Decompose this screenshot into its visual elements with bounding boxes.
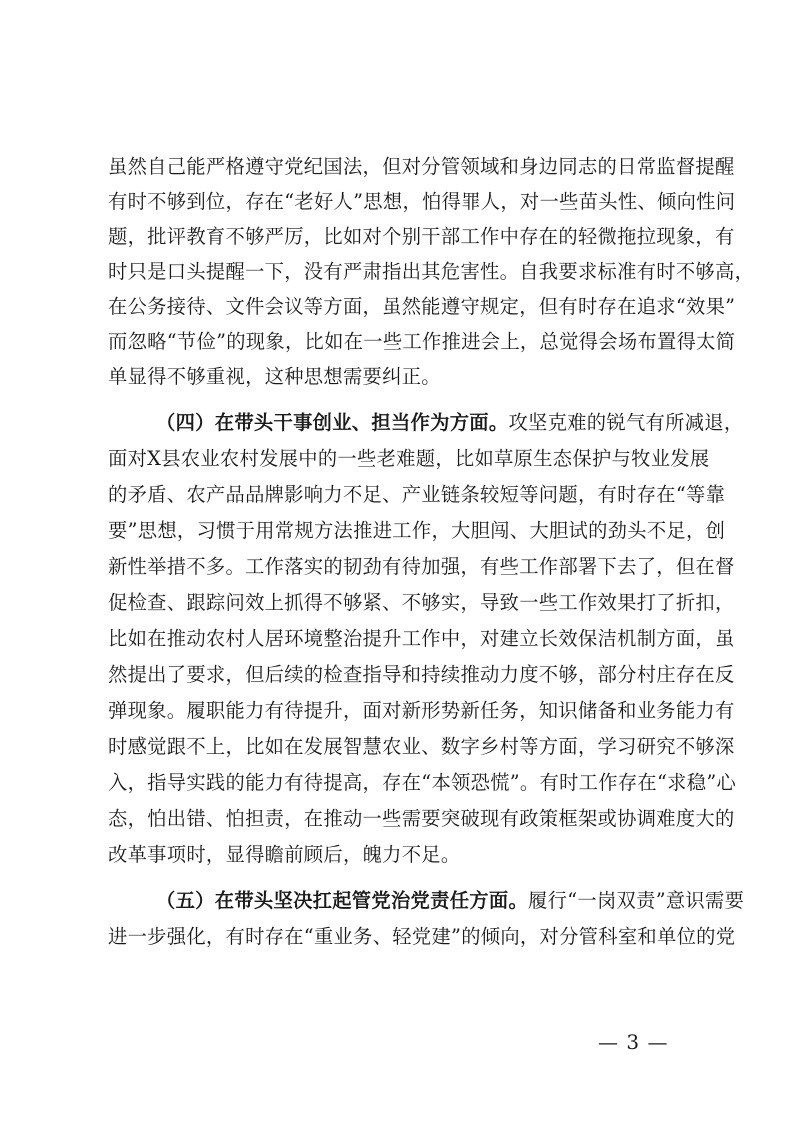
para2-line-2: 面对X县农业农村发展中的一些老难题，比如草原生态保护与牧业发展 bbox=[108, 447, 710, 470]
para2-line-13: 改革事项时，显得瞻前顾后，魄力不足。 bbox=[108, 843, 461, 866]
para1-line-3: 题，批评教育不够严厉，比如对个别干部工作中存在的轻微拖拉现象，有 bbox=[108, 225, 735, 248]
para2-line-12: 态，怕出错、怕担责，在推动一些需要突破现有政策框架或协调难度大的 bbox=[108, 807, 735, 830]
para1-line-5: 在公务接待、文件会议等方面，虽然能遵守规定，但有时存在追求“效果” bbox=[108, 295, 736, 318]
para2-line-9: 弹现象。履职能力有待提升，面对新形势新任务，知识储备和业务能力有 bbox=[108, 699, 735, 722]
para2-first-text: 攻坚克难的锐气有所减退， bbox=[508, 411, 744, 434]
para1-line-4: 时只是口头提醒一下，没有严肃指出其危害性。自我要求标准有时不够高， bbox=[108, 260, 755, 283]
para1-line-2: 有时不够到位，存在“老好人”思想，怕得罪人，对一些苗头性、倾向性问 bbox=[108, 190, 736, 213]
para2-line-7: 比如在推动农村人居环境整治提升工作中，对建立长效保洁机制方面，虽 bbox=[108, 627, 735, 650]
para1-line-7: 单显得不够重视，这种思想需要纠正。 bbox=[108, 365, 441, 388]
para2-line-10: 时感觉跟不上，比如在发展智慧农业、数字乡村等方面，学习研究不够深 bbox=[108, 735, 735, 758]
para1-line-1: 虽然自己能严格遵守党纪国法，但对分管领域和身边同志的日常监督提醒 bbox=[108, 155, 735, 178]
page-number: — 3 — bbox=[598, 1030, 669, 1054]
section-heading-5: （五）在带头坚决扛起管党治党责任方面。 bbox=[156, 889, 529, 912]
para3-line-1 bbox=[156, 889, 745, 912]
para2-line-6: 促检查、跟踪问效上抓得不够紧、不够实，导致一些工作效果打了折扣， bbox=[108, 591, 735, 614]
para2-line-4: 要”思想，习惯于用常规方法推进工作，大胆闯、大胆试的劲头不足，创 bbox=[108, 519, 726, 542]
para2-line-3: 的矛盾、农产品品牌影响力不足、产业链条较短等问题，有时存在“等靠 bbox=[108, 483, 726, 506]
para3-line-2: 进一步强化，有时存在“重业务、轻党建”的倾向，对分管科室和单位的党 bbox=[108, 925, 736, 948]
para2-line-8: 然提出了要求，但后续的检查指导和持续推动力度不够，部分村庄存在反 bbox=[108, 663, 735, 686]
para1-line-6: 而忽略“节俭”的现象，比如在一些工作推进会上，总觉得会场布置得太简 bbox=[108, 330, 736, 353]
para3-first-text: 履行“一岗双责”意识需要 bbox=[528, 889, 745, 912]
para2-line-11: 入，指导实践的能力有待提高，存在“本领恐慌”。有时工作存在“求稳”心 bbox=[108, 771, 737, 794]
para2-line-1 bbox=[156, 411, 744, 434]
para2-line-5: 新性举措不多。工作落实的韧劲有待加强，有些工作部署下去了，但在督 bbox=[108, 555, 735, 578]
section-heading-4: （四）在带头干事创业、担当作为方面。 bbox=[156, 411, 509, 434]
